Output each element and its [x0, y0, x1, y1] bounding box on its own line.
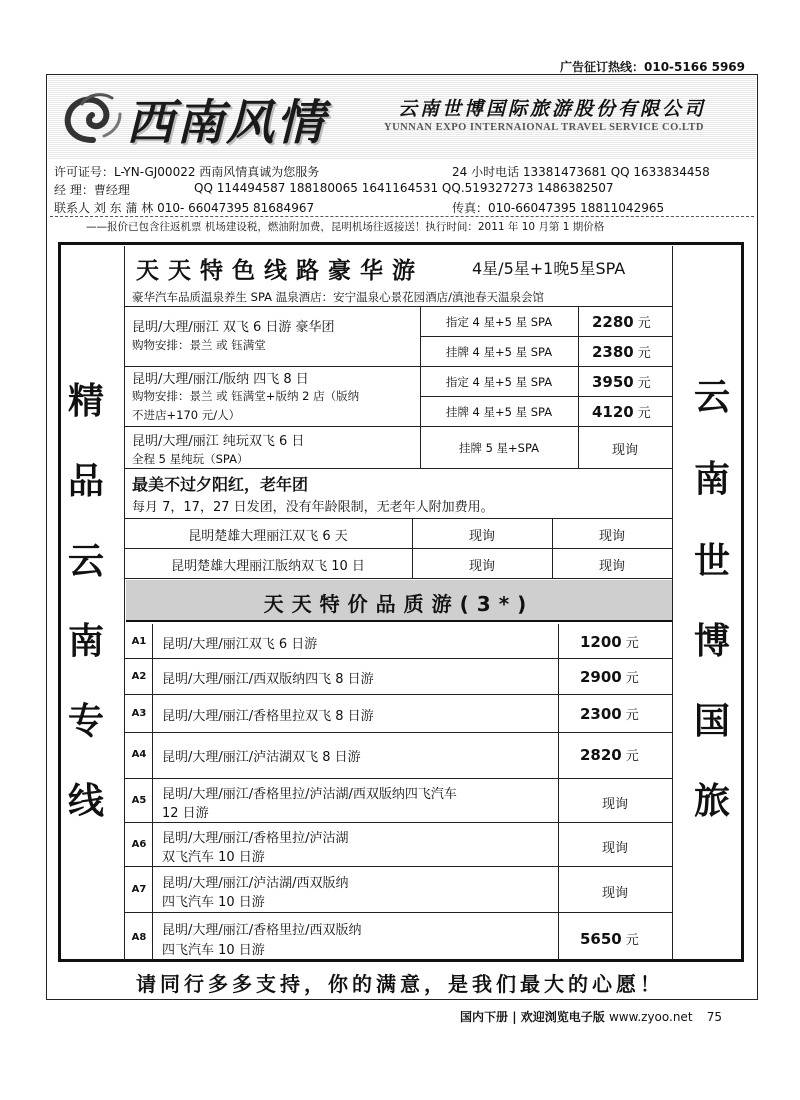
price-cell: [592, 402, 651, 421]
price-cell: [580, 704, 639, 723]
price-inquire: 现询: [601, 797, 628, 812]
price-value: 1200: [580, 633, 622, 651]
license-line: 许可证号：L-YN-GJ00022 西南风情真诚为您服务: [54, 165, 320, 179]
route-name: 昆明/大理/丽江/西双版纳四飞 8 日游: [162, 672, 374, 687]
col-divider: [152, 624, 153, 960]
row-divider: [124, 694, 672, 695]
route-code: A2: [131, 671, 147, 682]
side-right-char: 云: [693, 377, 730, 418]
sunset-route: 昆明楚雄大理丽江双飞 6 天: [188, 529, 348, 544]
side-right-char: 旅: [693, 781, 730, 822]
side-left-char: 线: [67, 781, 104, 822]
route-name: 昆明/大理/丽江/香格里拉双飞 8 日游: [162, 709, 374, 724]
row-divider: [124, 658, 672, 659]
ad-hotline: 广告征订热线：010-5166 5969: [560, 60, 746, 74]
price-value: 2300: [580, 705, 622, 723]
route-detail: 全程 5 星纯玩（SPA）: [132, 452, 249, 466]
price-cell: [592, 312, 651, 331]
price-unit: 元: [625, 749, 639, 764]
row-divider: [124, 578, 672, 579]
side-left-char: 云: [67, 541, 104, 582]
slogan: 请同行多多支持，你的满意，是我们最大的心愿！: [136, 972, 664, 996]
side-right-char: 南: [693, 459, 730, 500]
row-divider: [124, 912, 672, 913]
sunset-route: 昆明楚雄大理丽江版纳双飞 10 日: [171, 559, 365, 574]
price-cell: [580, 667, 639, 686]
hotline-24h: 24 小时电话 13381473681 QQ 1633834458: [452, 165, 710, 179]
side-right-char: 世: [693, 541, 730, 582]
side-left-char: 南: [67, 621, 104, 662]
route-detail: 购物安排：景兰 或 钰满堂+版纳 2 店（版纳: [132, 389, 360, 403]
route-detail: 不进店+170 元/人）: [132, 408, 241, 422]
row-divider: [124, 468, 672, 469]
side-left-char: 精: [67, 381, 104, 422]
route-code: A4: [131, 749, 147, 760]
row-divider: [124, 548, 672, 549]
row-divider: [124, 822, 672, 823]
price-note: ——报价已包含往返机票 机场建设税，燃油附加费，昆明机场往返接送！执行时间：2011 年 10 月第 1 期价格: [86, 221, 605, 233]
route-detail: 购物安排：景兰 或 钰满堂: [132, 338, 266, 352]
row-divider: [124, 426, 672, 427]
price-unit: 元: [637, 346, 651, 361]
side-left-char: 专: [67, 701, 104, 742]
luxury-subtitle: 4星/5星+1晚5星SPA: [472, 259, 626, 278]
price-value: 4120: [592, 403, 634, 421]
route-name-line2: 四飞汽车 10 日游: [162, 943, 265, 958]
hotel-option: 指定 4 星+5 星 SPA: [445, 375, 553, 389]
row-divider: [124, 306, 672, 307]
footer-welcome: 欢迎浏览电子版: [520, 1010, 605, 1024]
row-divider: [124, 866, 672, 867]
route-name: 昆明/大理/丽江双飞 6 日游: [162, 637, 318, 652]
price-value: 5650: [580, 930, 622, 948]
value-title: 天天特价品质游(3*): [263, 592, 535, 616]
manager-label: 经 理：曹经理: [54, 183, 130, 197]
price-cell: [580, 745, 639, 764]
company-name-cn: 云南世博国际旅游股份有限公司: [398, 98, 707, 120]
table-border-right: [672, 622, 673, 960]
route-name: 昆明/大理/丽江/香格里拉/泸沽湖/西双版纳四飞汽车: [162, 787, 457, 802]
price-unit: 元: [637, 406, 651, 421]
price-value: 2900: [580, 668, 622, 686]
row-divider: [124, 778, 672, 779]
price-inquire: 现询: [611, 443, 638, 458]
price-value: 2280: [592, 313, 634, 331]
company-name-en: YUNNAN EXPO INTERNAIONAL TRAVEL SERVICE CO.LTD: [384, 122, 705, 133]
route-name-line2: 12 日游: [162, 806, 209, 821]
side-right-char: 博: [693, 621, 730, 662]
price-inquire: 现询: [468, 559, 495, 574]
footer-section: 国内下册: [460, 1010, 509, 1024]
contact-line: 联系人 刘 东 蒲 林 010- 66047395 81684967: [54, 201, 315, 215]
footer-divider: |: [512, 1010, 517, 1024]
route-name: 昆明/大理/丽江/版纳 四飞 8 日: [132, 372, 309, 387]
route-code: A5: [131, 795, 147, 806]
route-name: 昆明/大理/丽江/泸沽湖双飞 8 日游: [162, 750, 361, 765]
route-name: 昆明/大理/丽江/香格里拉/西双版纳: [162, 923, 362, 938]
price-unit: 元: [625, 933, 639, 948]
price-inquire: 现询: [598, 559, 625, 574]
luxury-desc: 豪华汽车品质温泉养生 SPA 温泉酒店：安宁温泉心景花园酒店/滇池春天温泉会馆: [132, 290, 545, 304]
price-unit: 元: [625, 636, 639, 651]
row-divider: [420, 396, 672, 397]
swirl-logo-icon: [62, 90, 124, 146]
price-value: 2380: [592, 343, 634, 361]
price-unit: 元: [637, 376, 651, 391]
route-name: 昆明/大理/丽江/香格里拉/泸沽湖: [162, 831, 349, 846]
price-cell: [592, 372, 651, 391]
price-unit: 元: [637, 316, 651, 331]
logo-title: 西南风情: [126, 95, 327, 151]
price-inquire: 现询: [468, 529, 495, 544]
price-inquire: 现询: [598, 529, 625, 544]
hotel-option: 挂牌 5 星+SPA: [458, 441, 540, 455]
row-divider: [420, 336, 672, 337]
route-code: A1: [131, 636, 147, 647]
route-name-line2: 四飞汽车 10 日游: [162, 895, 265, 910]
sunset-desc: 每月 7，17，27 日发团，没有年龄限制，无老年人附加费用。: [132, 500, 494, 515]
route-name: 昆明/大理/丽江/泸沽湖/西双版纳: [162, 876, 349, 891]
hotel-option: 挂牌 4 星+5 星 SPA: [445, 345, 553, 359]
row-divider: [124, 366, 672, 367]
page-footer: [460, 1008, 722, 1025]
price-value: 3950: [592, 373, 634, 391]
price-inquire: 现询: [601, 886, 628, 901]
price-value: 2820: [580, 746, 622, 764]
route-code: A6: [131, 839, 147, 850]
route-name: 昆明/大理/丽江 纯玩双飞 6 日: [132, 434, 305, 449]
page-number: 75: [706, 1010, 722, 1024]
price-unit: 元: [625, 671, 639, 686]
manager-qq: QQ 114494587 188180065 1641164531 QQ.519327273 1486382507: [194, 181, 614, 195]
hotel-option: 挂牌 4 星+5 星 SPA: [445, 405, 553, 419]
luxury-title: 天天特色线路豪华游: [136, 258, 424, 284]
sunset-title: 最美不过夕阳红，老年团: [132, 475, 309, 494]
route-code: A8: [131, 932, 147, 943]
side-left-char: 品: [67, 461, 104, 502]
price-cell: [580, 632, 639, 651]
row-divider: [124, 518, 672, 519]
route-code: A7: [131, 884, 147, 895]
price-cell: [580, 929, 639, 948]
route-name: 昆明/大理/丽江 双飞 6 日游 豪华团: [132, 320, 335, 335]
side-right-char: 国: [693, 701, 730, 742]
price-inquire: 现询: [601, 841, 628, 856]
row-divider: [124, 732, 672, 733]
divider: [50, 216, 754, 217]
table-border-left: [124, 246, 125, 960]
price-cell: [592, 342, 651, 361]
route-code: A3: [131, 708, 147, 719]
footer-site-link[interactable]: www.zyoo.net: [608, 1010, 693, 1024]
fax-line: 传真：010-66047395 18811042965: [452, 201, 665, 215]
price-unit: 元: [625, 708, 639, 723]
table-border-right: [672, 246, 673, 622]
route-name-line2: 双飞汽车 10 日游: [162, 850, 265, 865]
hotel-option: 指定 4 星+5 星 SPA: [445, 315, 553, 329]
col-divider: [558, 624, 559, 960]
